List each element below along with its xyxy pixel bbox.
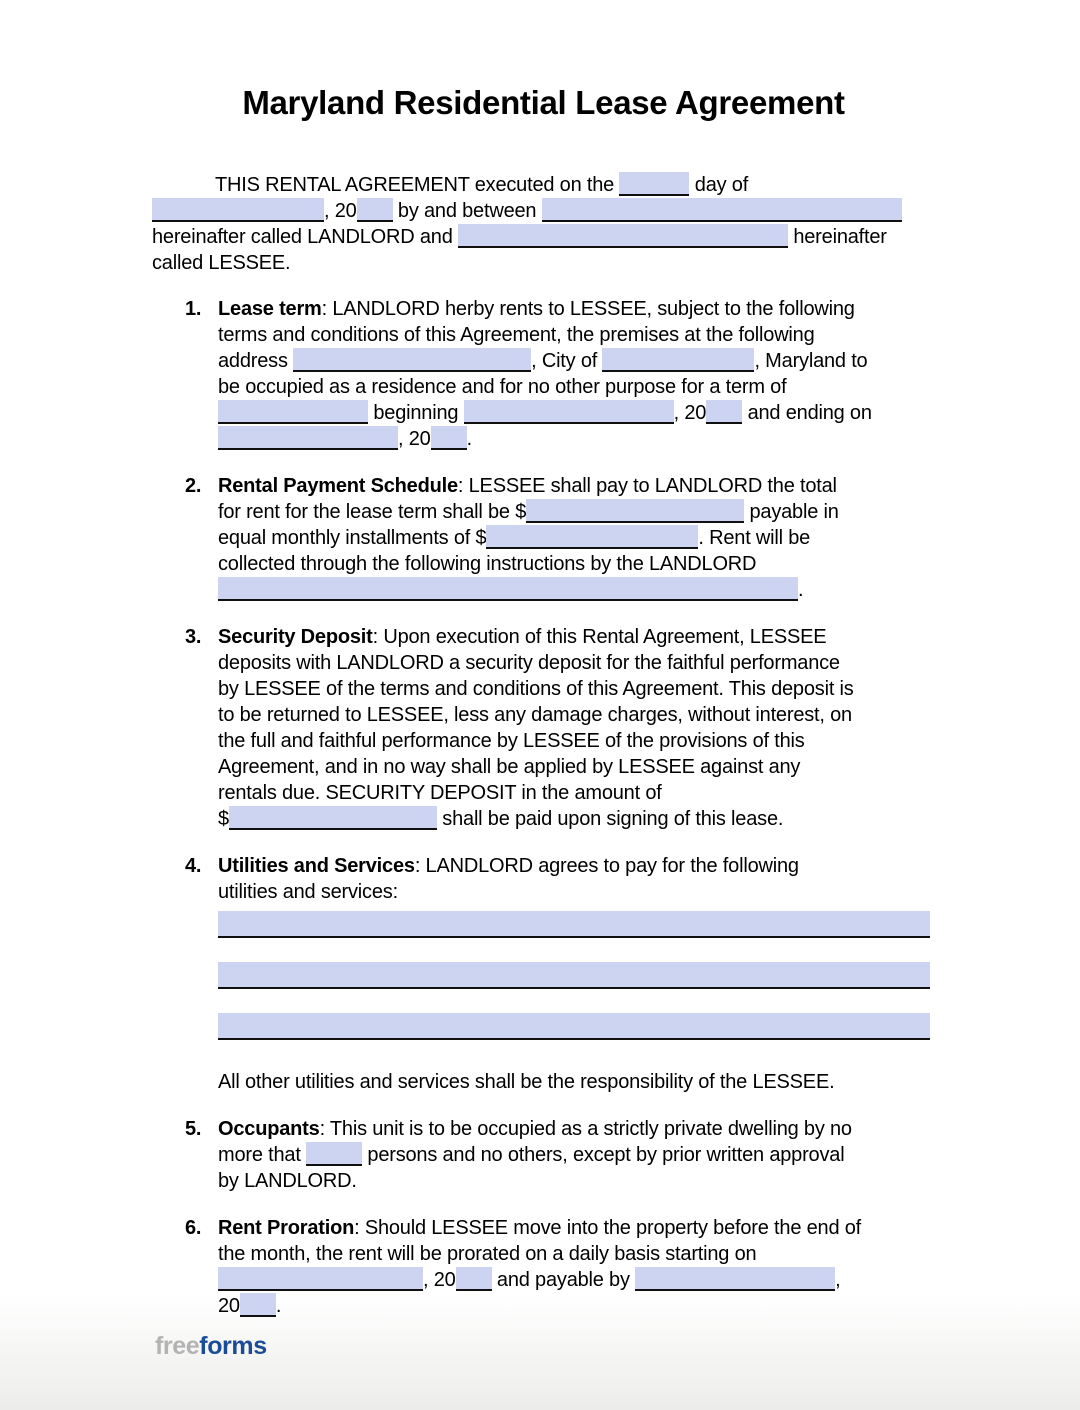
fill-in-field[interactable] — [458, 224, 788, 248]
body-text: the full and faithful performance by LESSEE of the provisions of this — [218, 730, 805, 752]
body-text: utilities and services: — [218, 881, 398, 903]
fill-in-field[interactable] — [152, 198, 324, 222]
fill-in-field[interactable] — [635, 1267, 835, 1291]
body-text: $ — [218, 808, 229, 830]
body-text: : Should LESSEE move into the property before the end of — [354, 1217, 862, 1239]
fill-in-field-row[interactable] — [218, 962, 930, 989]
section-number: 5. — [185, 1118, 202, 1140]
document-title: Maryland Residential Lease Agreement — [242, 84, 845, 121]
section-2 — [185, 473, 935, 603]
body-text: : LESSEE shall pay to LANDLORD the total — [457, 475, 837, 497]
body-text: All other utilities and services shall be the responsibility of the LESSEE. — [218, 1071, 835, 1093]
section-3 — [185, 624, 935, 832]
body-text: rentals due. SECURITY DEPOSIT in the amount of — [218, 782, 662, 804]
body-text: : LANDLORD herby rents to LESSEE, subject to the following — [321, 298, 855, 320]
body-text: and payable by — [491, 1269, 636, 1291]
section-body — [218, 473, 935, 603]
body-text: more that — [218, 1144, 307, 1166]
body-text: , 20 — [423, 1269, 456, 1291]
body-text: payable in — [744, 501, 839, 523]
logo-text-free: free — [155, 1332, 200, 1360]
fill-in-field[interactable] — [706, 400, 742, 424]
body-text: deposits with LANDLORD a security deposit for the faithful performance — [218, 652, 840, 674]
fill-in-field[interactable] — [357, 198, 393, 222]
section-heading: Security Deposit — [218, 626, 373, 648]
body-text: : LANDLORD agrees to pay for the following — [414, 855, 799, 877]
section-number: 3. — [185, 626, 202, 648]
body-text: day of — [689, 174, 749, 196]
fill-in-field-row[interactable] — [218, 1013, 930, 1040]
body-text: be occupied as a residence and for no other purpose for a term of — [218, 376, 787, 398]
body-text: . — [466, 428, 472, 450]
body-text: , City of — [531, 350, 603, 372]
body-text: 20 — [218, 1295, 240, 1317]
body-text: Agreement, and in no way shall be applied by LESSEE against any — [218, 756, 801, 778]
body-text: persons and no others, except by prior written approval — [362, 1144, 845, 1166]
fill-in-field[interactable] — [218, 426, 398, 450]
logo-text-forms: forms — [199, 1332, 267, 1360]
section-number: 6. — [185, 1217, 202, 1239]
section-heading: Rent Proration — [218, 1217, 355, 1239]
spacer — [218, 1064, 935, 1069]
fill-in-field[interactable] — [619, 172, 689, 196]
fill-in-field[interactable] — [218, 400, 368, 424]
fill-in-field[interactable] — [293, 348, 531, 372]
fill-in-field[interactable] — [431, 426, 467, 450]
section-body — [218, 1215, 935, 1319]
body-text: , — [835, 1269, 841, 1291]
body-text: by and between — [392, 200, 542, 222]
body-text: hereinafter called LANDLORD and — [152, 226, 458, 248]
body-text: for rent for the lease term shall be $ — [218, 501, 527, 523]
body-text: the month, the rent will be prorated on a daily basis starting on — [218, 1243, 757, 1265]
body-text: shall be paid upon signing of this lease. — [436, 808, 784, 830]
body-text: : Upon execution of this Rental Agreement, LESSEE — [372, 626, 827, 648]
section-heading: Rental Payment Schedule — [218, 475, 458, 497]
fill-in-field[interactable] — [602, 348, 754, 372]
body-text: beginning — [368, 402, 464, 424]
body-text: by LESSEE of the terms and conditions of this Agreement. This deposit is — [218, 678, 854, 700]
freeforms-logo — [155, 1332, 267, 1361]
body-text: called LESSEE. — [152, 252, 291, 274]
section-number: 1. — [185, 298, 202, 320]
section-number: 2. — [185, 475, 202, 497]
body-text: , 20 — [673, 402, 707, 424]
body-text: hereinafter — [787, 226, 887, 248]
body-text: address — [218, 350, 294, 372]
body-text: and ending on — [742, 402, 872, 424]
body-text: terms and conditions of this Agreement, the premises at the following — [218, 324, 815, 346]
section-6 — [185, 1215, 935, 1319]
body-text: , 20 — [324, 200, 357, 222]
section-body — [218, 1116, 935, 1194]
section-4 — [185, 853, 935, 1095]
body-text: THIS RENTAL AGREEMENT executed on the — [215, 174, 620, 196]
section-heading: Occupants — [218, 1118, 320, 1140]
body-text: , 20 — [398, 428, 431, 450]
section-1 — [185, 296, 935, 452]
section-heading: Utilities and Services — [218, 855, 415, 877]
body-text: , Maryland to — [754, 350, 868, 372]
fill-in-field[interactable] — [464, 400, 674, 424]
body-text: by LANDLORD. — [218, 1170, 357, 1192]
fill-in-field[interactable] — [306, 1142, 362, 1166]
fill-in-field[interactable] — [218, 1267, 423, 1291]
fill-in-field[interactable] — [456, 1267, 492, 1291]
body-text: . — [275, 1295, 282, 1317]
fill-in-field[interactable] — [542, 198, 902, 222]
section-body — [218, 853, 935, 1095]
sections — [152, 296, 935, 1319]
fill-in-field[interactable] — [486, 525, 698, 549]
fill-in-field[interactable] — [218, 577, 798, 601]
section-5 — [185, 1116, 935, 1194]
body-text: collected through the following instructions by the LANDLORD — [218, 553, 757, 575]
fill-in-field[interactable] — [526, 499, 744, 523]
body-text: equal monthly installments of $ — [218, 527, 487, 549]
body-text: : This unit is to be occupied as a strictly private dwelling by no — [319, 1118, 852, 1140]
fill-in-field[interactable] — [229, 806, 437, 830]
body-text: to be returned to LESSEE, less any damage charges, without interest, on — [218, 704, 852, 726]
section-body — [218, 296, 935, 452]
body-text: . Rent will be — [698, 527, 811, 549]
body-text: . — [798, 579, 804, 601]
intro-paragraph — [152, 172, 935, 276]
fill-in-field[interactable] — [240, 1293, 276, 1317]
section-body — [218, 624, 935, 832]
section-heading: Lease term — [218, 298, 322, 320]
fill-in-field-row[interactable] — [218, 911, 930, 938]
section-number: 4. — [185, 855, 202, 877]
